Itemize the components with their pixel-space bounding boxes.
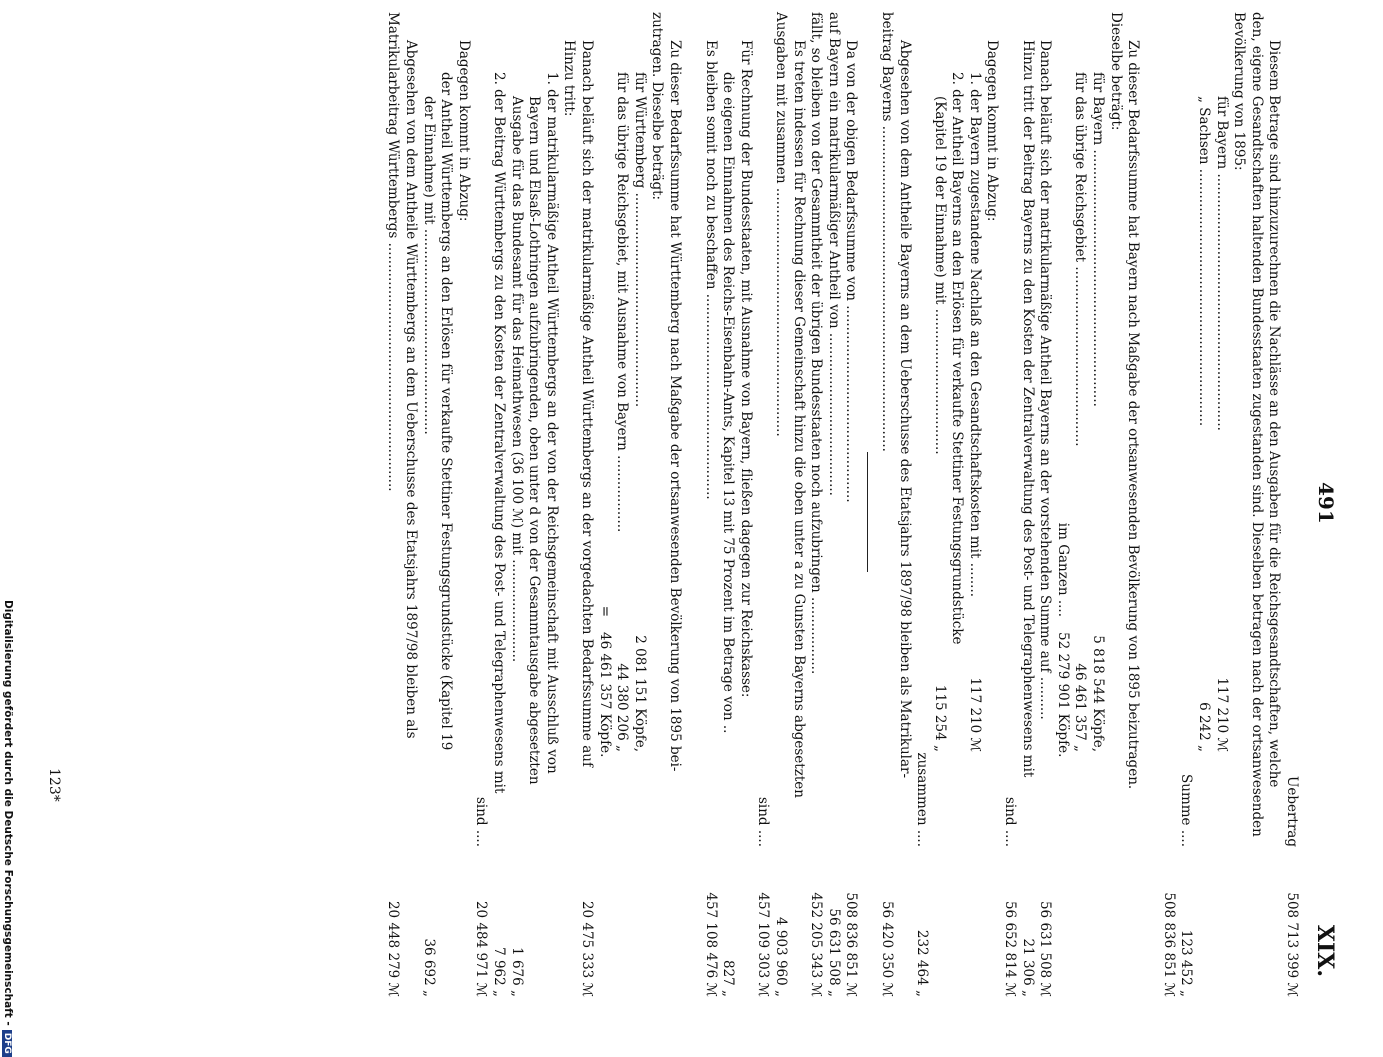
line-text: die eigenen Einnahmen des Reichs-Eisenbahn-Amts, Kapitel 13 mit 75 Prozent im Betrage von .. xyxy=(720,72,737,734)
value-outer-column: 232 464 „ xyxy=(914,929,931,997)
text-line xyxy=(719,12,737,997)
line-text: beitrag Bayerns ............................................................................ xyxy=(878,12,895,452)
value-inner-column: 46 461 357 „ xyxy=(1072,663,1089,752)
line-text: Diesem Betrage sind hinzuzurechnen die Nachlässe an den Ausgaben für die Reichsgesandtschaften, welche xyxy=(1266,40,1283,788)
text-line xyxy=(402,12,420,997)
text-line xyxy=(701,12,719,997)
text-line xyxy=(965,12,983,997)
text-line xyxy=(560,12,578,997)
text-line xyxy=(1036,12,1054,997)
value-outer-column: 36 692 „ xyxy=(420,938,437,997)
line-text: (Kapitel 19 der Einnahme) mit .................................. xyxy=(931,96,948,455)
line-text: für Württemberg .................................................. xyxy=(631,72,648,408)
text-line xyxy=(1018,12,1036,997)
section-number: XIX. xyxy=(1312,924,1338,977)
text-line xyxy=(1194,12,1212,997)
value-outer-column: 56 631 508 ℳ xyxy=(1037,900,1054,997)
line-text: Danach beläuft sich der matrikularmäßige Antheil Bayerns an der vorstehenden Summe auf .......... xyxy=(1037,40,1054,720)
text-line xyxy=(525,12,543,997)
text-line xyxy=(1106,12,1124,997)
value-outer-column: 457 109 303 ℳ xyxy=(755,892,772,997)
value-outer-column: 56 420 350 ℳ xyxy=(878,900,895,997)
text-line xyxy=(454,12,472,997)
text-line xyxy=(665,12,683,997)
value-inner-column: 115 254 „ xyxy=(931,684,948,752)
text-line xyxy=(1159,12,1177,997)
line-text: Ausgaben mit zusammen .......................................................... xyxy=(772,12,789,437)
text-body xyxy=(384,12,1300,997)
text-line xyxy=(877,12,895,997)
page-content-rotated xyxy=(130,12,1340,997)
text-line xyxy=(507,12,525,997)
line-text: Es treten indessen für Rechnung dieser Gemeinschaft hinzu die oben unter a zu Gunsten Bayerns abgesetzten xyxy=(790,40,807,798)
separator-rule xyxy=(859,12,877,997)
line-text: Ausgabe für das Bundesamt für das Heimathwesen (36 100 ℳ) mit ........................ xyxy=(508,96,525,663)
page-number: 491 xyxy=(1314,482,1338,524)
line-text: Danach beläuft sich der matrikularmäßige Antheil Württembergs an der vorgedachten Bedarfssumme auf xyxy=(579,40,596,767)
text-line xyxy=(736,12,754,997)
text-line xyxy=(472,12,490,997)
line-text: 2. der Beitrag Württembergs zu den Kosten der Zentralverwaltung des Post- und Telegraphenwesens mit xyxy=(491,72,508,794)
line-text: Bevölkerung von 1895: xyxy=(1231,12,1248,171)
value-outer-column: 452 205 343 ℳ xyxy=(808,892,825,997)
line-text: für Bayern ............................................................ xyxy=(1213,96,1230,431)
text-line xyxy=(1230,12,1248,997)
value-inner-column: 44 380 206 „ xyxy=(614,663,631,752)
text-line xyxy=(948,12,966,997)
line-text: zusammen .... xyxy=(914,752,931,847)
value-inner-column: 52 279 901 Köpfe. xyxy=(1054,632,1071,758)
line-text: der Einnahme) mit ................................................ xyxy=(420,96,437,435)
text-line xyxy=(1124,12,1142,997)
text-line xyxy=(983,12,1001,997)
text-line xyxy=(1212,12,1230,997)
text-line xyxy=(807,12,825,997)
line-text: Da von der obigen Bedarfssumme von .............................................. xyxy=(843,40,860,503)
value-outer-column: 7 962 „ xyxy=(491,947,508,997)
text-line xyxy=(1247,12,1265,997)
dfg-logo: DFG xyxy=(2,1030,12,1057)
line-text: Es bleiben somit noch zu beschaffen ................................................ xyxy=(702,40,719,500)
text-line xyxy=(648,12,666,997)
line-text: „ Sachsen ............................................................ xyxy=(1196,96,1213,427)
text-line xyxy=(824,12,842,997)
separator-rule xyxy=(683,12,701,997)
line-text: 1. der matrikularmäßige Antheil Württembergs an der von der Reichsgemeinschaft mit Ausschluß von xyxy=(543,72,560,774)
line-text: Dagegen kommt in Abzug: xyxy=(455,40,472,222)
line-text: der Antheil Württembergs an den Erlösen für verkaufte Stettiner Festungsgrundstücke (Kapitel 19 xyxy=(438,72,455,751)
value-outer-column: 457 108 476 ℳ xyxy=(702,892,719,997)
value-outer-column: 56 652 814 ℳ xyxy=(1002,900,1019,997)
text-line xyxy=(542,12,560,997)
text-line xyxy=(437,12,455,997)
value-outer-column: 20 475 333 ℳ xyxy=(579,900,596,997)
line-text: Dagegen kommt in Abzug: xyxy=(984,40,1001,222)
text-line xyxy=(842,12,860,997)
line-text: Dieselbe beträgt: xyxy=(1107,12,1124,131)
line-text: sind .... xyxy=(473,796,490,847)
text-line xyxy=(913,12,931,997)
line-text: Hinzu tritt: xyxy=(561,40,578,117)
value-inner-column: 6 242 „ xyxy=(1196,702,1213,752)
value-outer-column: 508 836 851 ℳ xyxy=(1160,892,1177,997)
line-text: zutragen. Dieselbe beträgt: xyxy=(649,12,666,201)
text-line xyxy=(1265,12,1283,997)
text-line xyxy=(577,12,595,997)
line-text: auf Bayern ein matrikularmäßiger Antheil von ...................................... xyxy=(825,12,842,496)
line-text: für das übrige Reichsgebiet, mit Ausnahme von Bayern .................. xyxy=(614,72,631,533)
text-line xyxy=(930,12,948,997)
line-text: Zu dieser Bedarfssumme hat Bayern nach Maßgabe der ortsanwesenden Bevölkerung von 1895 beizutragen. xyxy=(1125,40,1142,790)
text-line xyxy=(771,12,789,997)
text-line xyxy=(384,12,402,997)
line-text: = xyxy=(596,605,613,617)
text-line xyxy=(1053,12,1071,997)
line-text: sind .... xyxy=(755,796,772,847)
value-outer-column: 827 „ xyxy=(720,959,737,997)
value-outer-column: 56 631 508 „ xyxy=(825,908,842,997)
value-outer-column: 1 676 „ xyxy=(508,947,525,997)
text-line xyxy=(1001,12,1019,997)
funding-note xyxy=(0,600,14,1054)
text-line xyxy=(630,12,648,997)
text-line xyxy=(1071,12,1089,997)
line-text: im Ganzen .... xyxy=(1054,522,1071,617)
funding-note-text: Digitalisierung gefördert durch die Deutsche Forschungsgemeinschaft - xyxy=(2,600,14,1026)
sheet-number: 123* xyxy=(46,768,62,802)
line-text: sind .... xyxy=(1002,796,1019,847)
text-line xyxy=(789,12,807,997)
line-text: Bayern und Elsaß-Lothringen aufzubringenden, oben unter d von der Gesammtausgabe abgesetzten xyxy=(526,96,543,785)
text-line xyxy=(1088,12,1106,997)
carry-label: Uebertrag xyxy=(1284,775,1300,847)
line-text: 2. der Antheil Bayerns an den Erlösen für verkaufte Stettiner Festungsgrundstücke xyxy=(949,72,966,645)
line-text: Summe .... xyxy=(1178,774,1195,847)
text-line xyxy=(613,12,631,997)
value-outer-column: 508 836 851 ℳ xyxy=(843,892,860,997)
value-inner-column: 117 210 ℳ xyxy=(1213,677,1230,752)
value-inner-column: 46 461 357 Köpfe. xyxy=(596,632,613,758)
line-text: den, eigene Gesandtschaften haltenden Bundesstaaten zugestanden sind. Dieselben betragen nach der ortsanwesenden xyxy=(1248,12,1265,837)
line-text: fällt, so bleiben von der Gesammtheit der übrigen Bundesstaaten noch aufzubringen .................. xyxy=(808,12,825,675)
text-line xyxy=(895,12,913,997)
line-text: Hinzu tritt der Beitrag Bayerns zu den Kosten der Zentralverwaltung des Post- und Telegraphenwesens mit xyxy=(1019,40,1036,778)
line-text: Zu dieser Bedarfssumme hat Württemberg nach Maßgabe der ortsanwesenden Bevölkerung von 1895 bei- xyxy=(667,40,683,772)
line-text: 1. der Bayern zugestandene Nachlaß an den Gesandtschaftskosten mit ........ xyxy=(966,72,983,598)
line-text: Matrikularbeitrag Württembergs .......................................................... xyxy=(385,12,402,492)
text-line xyxy=(1177,12,1195,997)
text-line xyxy=(1282,12,1300,997)
value-inner-column: 2 081 151 Köpfe, xyxy=(631,635,648,752)
value-inner-column: 117 210 ℳ xyxy=(966,677,983,752)
value-outer-column: 4 903 960 „ xyxy=(772,917,789,997)
line-text: Für Rechnung der Bundesstaaten, mit Ausnahme von Bayern, fließen dagegen zur Reichskasse: xyxy=(737,40,754,698)
value-outer-column: 21 306 „ xyxy=(1019,938,1036,997)
page-header xyxy=(1300,12,1340,997)
line-text: Abgesehen von dem Antheile Bayerns an dem Ueberschusse des Etatsjahrs 1897/98 bleiben als Matrikular- xyxy=(896,40,913,779)
text-line xyxy=(419,12,437,997)
value-outer-column: 123 452 „ xyxy=(1178,929,1195,997)
text-line xyxy=(754,12,772,997)
text-line xyxy=(595,12,613,997)
text-line xyxy=(489,12,507,997)
line-text: für Bayern ............................................................ xyxy=(1090,72,1107,407)
line-text: Abgesehen von dem Antheile Württembergs an dem Ueberschusse des Etatsjahrs 1897/98 bleiben als xyxy=(403,40,420,739)
value-outer-column: 20 484 971 ℳ xyxy=(473,900,490,997)
separator-rule xyxy=(1141,12,1159,997)
line-text: für das übrige Reichsgebiet .......................................... xyxy=(1072,72,1089,447)
value-inner-column: 5 818 544 Köpfe, xyxy=(1090,635,1107,752)
value-outer-column: 20 448 279 ℳ xyxy=(385,900,402,997)
value-outer-column: 508 713 399 ℳ xyxy=(1284,892,1300,997)
